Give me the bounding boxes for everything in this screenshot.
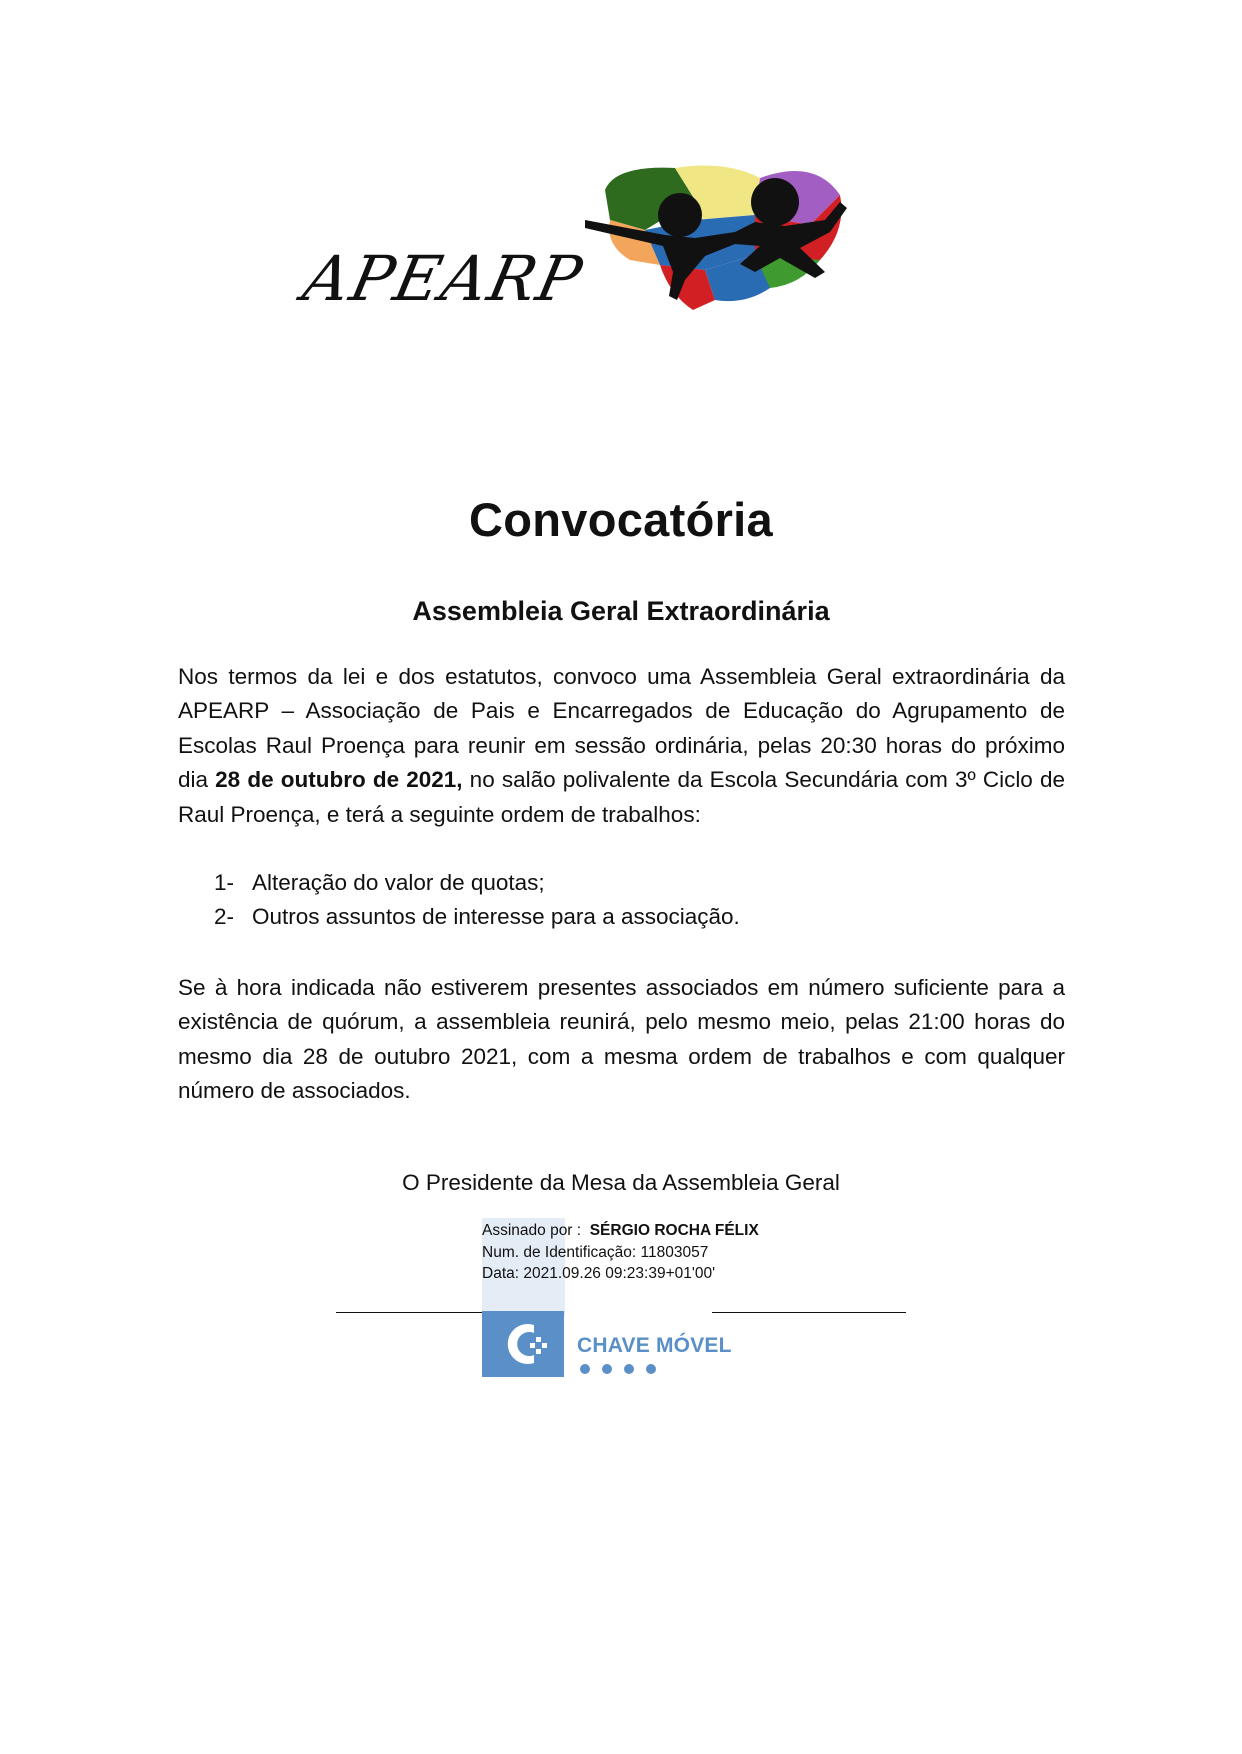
- list-text: Outros assuntos de interesse para a associação.: [252, 904, 740, 930]
- chave-movel-label: CHAVE MÓVEL: [577, 1334, 732, 1357]
- chave-movel-dots: [580, 1364, 656, 1374]
- list-number: 1-: [214, 870, 235, 895]
- page-title: Convocatória: [469, 493, 773, 546]
- paragraph-text-end: no salão polivalente da Escola Secundária com 3º Ciclo de Raul Proença, e terá a seguinte ordem de trabalhos:: [178, 767, 1065, 827]
- signature-line-left: [336, 1312, 484, 1313]
- dot: [646, 1364, 656, 1374]
- signed-by-line: [482, 1220, 759, 1242]
- dot: [580, 1364, 590, 1374]
- signer-name: SÉRGIO ROCHA FÉLIX: [589, 1222, 759, 1239]
- paragraph-text: Nos termos da lei e dos estatutos, convoco uma Assembleia Geral extraordinária da APEARP – Associação de Pais e Encarregados de Educação do Agrupamento de Escolas Raul Proença para reunir em sessão ordinária, pelas 20:30 horas do próximo dia: [178, 664, 1065, 793]
- apearp-logo: [297, 160, 945, 330]
- list-number: 2-: [214, 904, 235, 930]
- list-text: Alteração do valor de quotas;: [252, 870, 545, 895]
- signature-line-right: [712, 1312, 906, 1313]
- agenda-list: [214, 866, 740, 935]
- digital-signature: [482, 1220, 759, 1285]
- president-title: O Presidente da Mesa da Assembleia Geral: [402, 1170, 840, 1195]
- dot: [602, 1364, 612, 1374]
- convocation-paragraph: [178, 660, 1065, 832]
- date-line: Data: 2021.09.26 09:23:39+01'00': [482, 1265, 716, 1282]
- logo-wordmark: APEARP: [297, 242, 590, 315]
- quorum-paragraph: Se à hora indicada não estiverem presentes associados em número suficiente para a existência de quórum, a assembleia reunirá, pelo mesmo meio, pelas 21:00 horas do mesmo dia 28 de outubro 2021, com a mesma ordem de trabalhos e com qualquer número de associados.: [178, 975, 1065, 1104]
- puzzle-heart-icon: [585, 160, 945, 330]
- page-subtitle: Assembleia Geral Extraordinária: [412, 596, 830, 626]
- meeting-date: 28 de outubro de 2021,: [215, 767, 463, 793]
- chave-movel-icon: [482, 1311, 564, 1377]
- list-item: [214, 866, 740, 900]
- signed-by-label: Assinado por :: [482, 1222, 582, 1239]
- dot: [624, 1364, 634, 1374]
- list-item: [214, 900, 740, 934]
- id-line: Num. de Identificação: 11803057: [482, 1243, 709, 1261]
